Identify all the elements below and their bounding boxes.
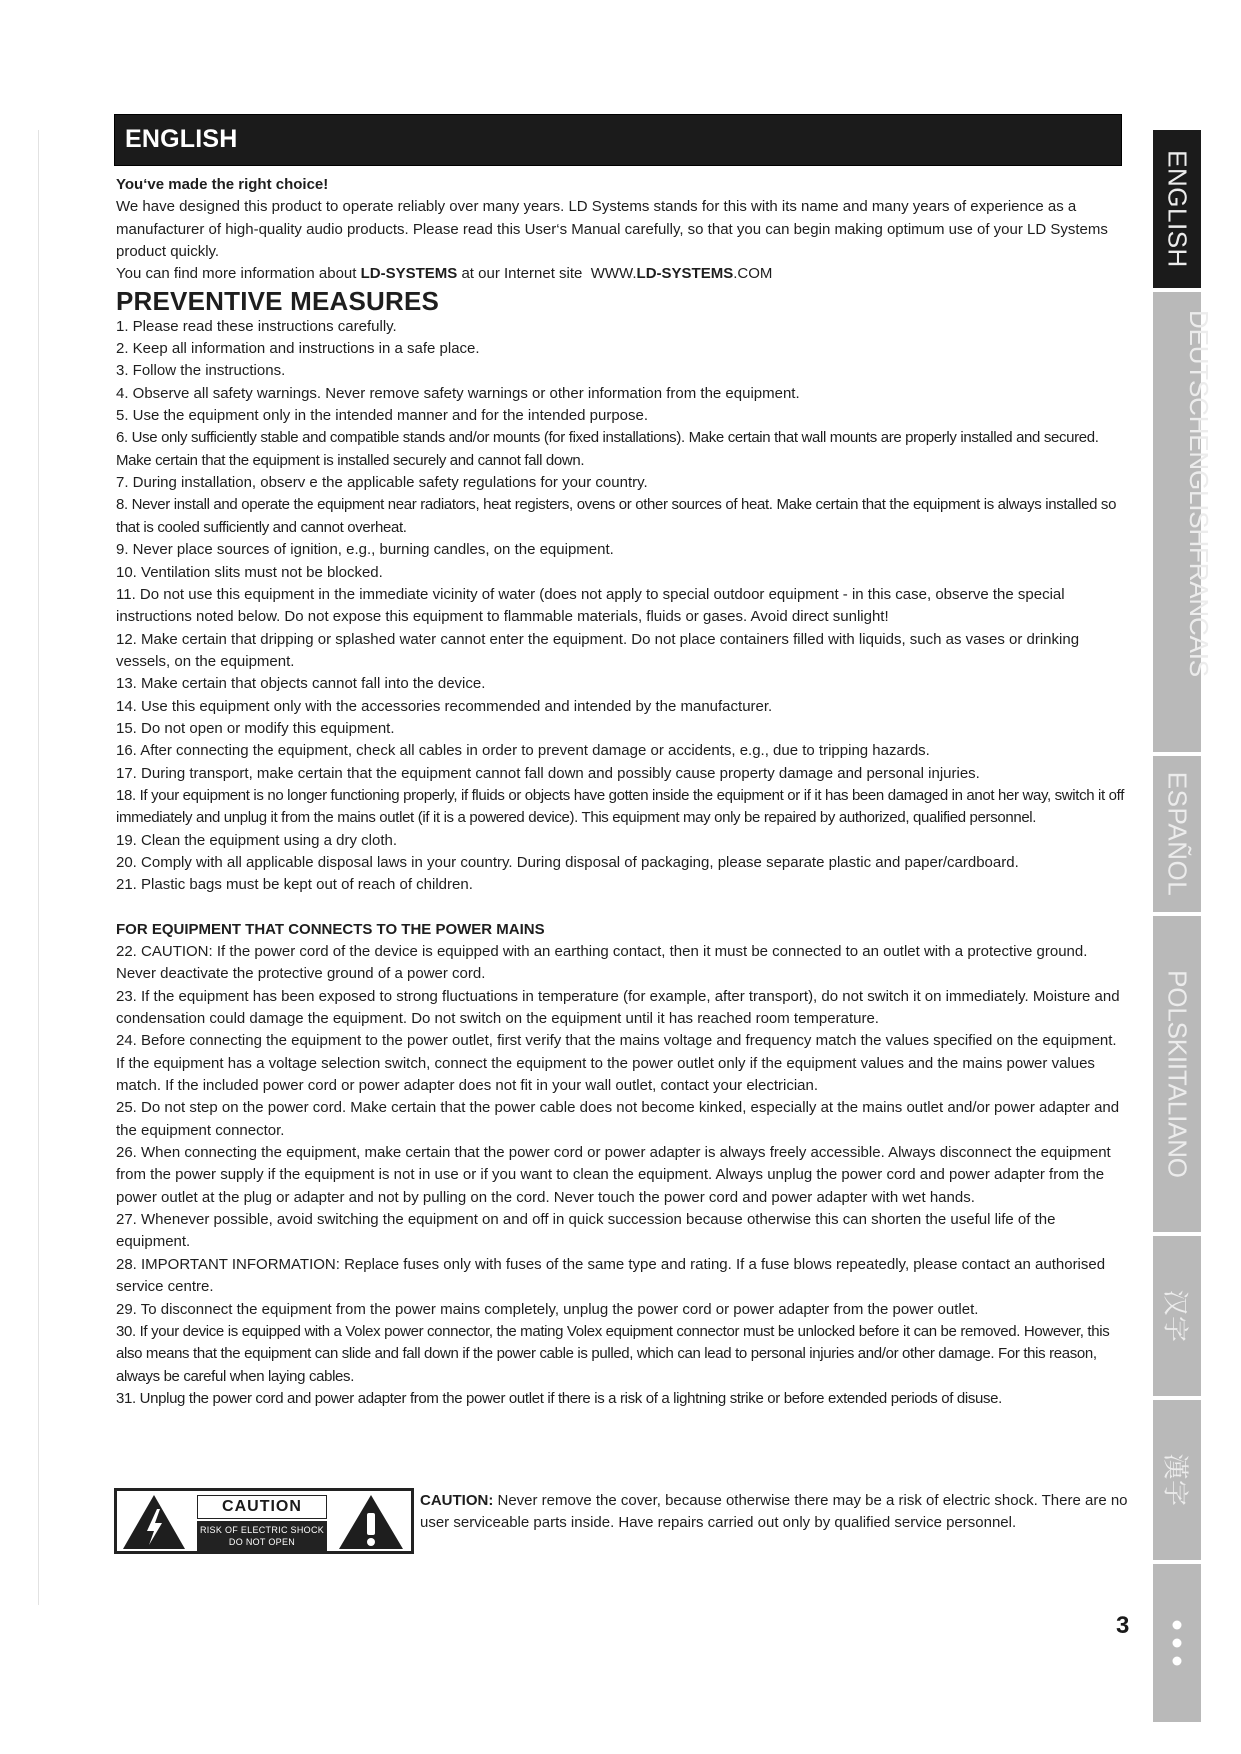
exclamation-bar-icon	[367, 1513, 375, 1535]
caution-label-subtitle	[197, 1521, 327, 1551]
caution-text: Never remove the cover, because otherwise there may be a risk of electric shock. There are no user serviceable parts inside. Have repairs carried out only by qualified service personnel.	[420, 1492, 1128, 1532]
list-item: 28. IMPORTANT INFORMATION: Replace fuses only with fuses of the same type and rating. If a fuse blows repeatedly, please contact an authorised service centre.	[116, 1255, 1106, 1296]
tab-label: 漢字	[1160, 1453, 1191, 1507]
tab-simplified-chinese[interactable]	[1153, 1236, 1201, 1396]
tab-label: 汉字	[1160, 1289, 1191, 1343]
tab-deutsch-english-francais[interactable]	[1153, 292, 1214, 752]
list-item: 25. Do not step on the power cord. Make certain that the power cable does not become kinked, especially at the mains outlet and/or power adapter and the equipment connector.	[116, 1099, 1120, 1139]
preventive-title: PREVENTIVE MEASURES	[116, 285, 440, 316]
list-item: 15. Do not open or modify this equipment.	[116, 719, 395, 737]
website-link[interactable]	[591, 265, 773, 282]
list-item: 13. Make certain that objects cannot fall into the device.	[116, 675, 486, 693]
list-item: 14. Use this equipment only with the accessories recommended and intended by the manufacturer.	[116, 697, 773, 715]
list-item: 8. Never install and operate the equipment near radiators, heat registers, ovens or other sources of heat. Make certain that the equipment is always installed so that is cooled sufficiently and cannot overheat.	[116, 496, 1117, 536]
list-item: 11. Do not use this equipment in the immediate vicinity of water (does not apply to special outdoor equipment - in this case, observe the special instructions noted below. Do not expose this equipment to flammable materials, fluids or gases. Avoid direct sunlight!	[116, 585, 1065, 626]
more-dots-icon	[1173, 1621, 1182, 1666]
tab-label: ENGLISH	[1162, 150, 1193, 268]
list-item: 22. CAUTION: If the power cord of the device is equipped with an earthing contact, then it must be connected to an outlet with a protective ground. Never deactivate the protective ground of a power cord.	[116, 943, 1088, 983]
tab-label: ESPAÑOL	[1162, 771, 1193, 897]
caution-block	[114, 1488, 1128, 1558]
tab-espanol[interactable]	[1153, 756, 1201, 912]
website-prefix: WWW.	[590, 265, 637, 283]
website-suffix: .COM	[733, 265, 773, 283]
tab-label: ITALIANO	[1162, 1062, 1193, 1178]
list-item: 26. When connecting the equipment, make certain that the power cord or power adapter is always freely accessible. Always disconnect the equipment from the power supply if the equipment is not in use or if you want to clean the equipment. Always unplug the power cord and power adapter from the power outlet at the plug or adapter and not by pulling on the cord. Never touch the power cord and power adapter with wet hands.	[116, 1144, 1111, 1206]
more-info-line	[116, 263, 1126, 285]
caution-heading: CAUTION:	[420, 1492, 494, 1509]
list-item: 1. Please read these instructions carefully.	[116, 317, 397, 335]
tab-traditional-chinese[interactable]	[1153, 1400, 1201, 1560]
list-item: 24. Before connecting the equipment to the power outlet, first verify that the mains voltage and frequency match the values specified on the equipment. If the equipment has a voltage selection switch, connect the equipment to the power outlet only if the equipment values and the mains power values match. If the included power cord or power adapter does not fit in your wall outlet, contact your electrician.	[116, 1032, 1117, 1095]
list-item: 9. Never place sources of ignition, e.g., burning candles, on the equipment.	[116, 541, 614, 559]
page-number: 3	[1116, 1612, 1130, 1639]
caution-label	[114, 1488, 414, 1554]
intro-paragraph: We have designed this product to operate reliably over many years. LD Systems stands for this with its name and many years of experience as a manufacturer of high-quality audio products. Please read this User‘s Manual carefully, so that you can begin making optimum use of your LD Systems product quickly.	[116, 198, 1108, 261]
list-item: 18. If your equipment is no longer functioning properly, if fluids or objects have gotten inside the equipment or if it has been damaged in anot her way, switch it off immediately and unplug it from the mains outlet (if it is a powered device). This equipment may only be repaired by authorized, qualified personnel.	[116, 786, 1125, 827]
list-item: 21. Plastic bags must be kept out of reach of children.	[116, 876, 473, 894]
list-item: 17. During transport, make certain that the equipment cannot fall down and possibly cause property damage and personal injuries.	[116, 764, 980, 782]
list-item: 7. During installation, observ e the applicable safety regulations for your country.	[116, 474, 648, 492]
caution-label-line1: RISK OF ELECTRIC SHOCK	[199, 1525, 325, 1535]
tab-label: DEUTSCH	[1184, 310, 1214, 435]
intro-heading: You‘ve made the right choice!	[116, 176, 329, 193]
tab-label: FRANCAIS	[1184, 547, 1214, 677]
tab-more[interactable]	[1153, 1564, 1201, 1722]
list-item: 19. Clean the equipment using a dry cloth.	[116, 831, 398, 849]
list-item: 3. Follow the instructions.	[116, 362, 286, 380]
tab-english[interactable]	[1153, 130, 1201, 288]
list-item: 29. To disconnect the equipment from the power mains completely, unplug the power cord or power adapter from the power outlet.	[116, 1300, 979, 1318]
list-item: 23. If the equipment has been exposed to strong fluctuations in temperature (for example, after transport), do not switch it on immediately. Moisture and condensation could damage the equipment. Do not switch on the equipment until it has reached room temperature.	[116, 987, 1120, 1028]
list-item: 10. Ventilation slits must not be blocked.	[116, 563, 383, 581]
tab-label: POLSKI	[1162, 970, 1193, 1063]
list-item: 12. Make certain that dripping or splashed water cannot enter the equipment. Do not place containers filled with liquids, such as vases or drinking vessels, on the equipment.	[116, 630, 1080, 670]
website-brand: LD-SYSTEMS	[636, 265, 734, 283]
list-item: 27. Whenever possible, avoid switching the equipment on and off in quick succession because otherwise this can shorten the useful life of the equipment.	[116, 1211, 1056, 1251]
manual-content	[116, 174, 1126, 1410]
tab-label-group	[1183, 310, 1214, 677]
list-item: 4. Observe all safety warnings. Never remove safety warnings or other information from the equipment.	[116, 384, 800, 402]
caution-label-line2: DO NOT OPEN	[228, 1537, 296, 1547]
tab-label-group	[1162, 970, 1193, 1178]
brand-name: LD-SYSTEMS	[360, 265, 458, 283]
more-info-prefix: You can find more information about	[116, 265, 357, 283]
more-info-middle: at our Internet site	[461, 265, 583, 283]
list-item: 31. Unplug the power cord and power adapter from the power outlet if there is a risk of a lightning strike or before extended periods of disuse.	[116, 1389, 1002, 1407]
margin-rule	[38, 130, 39, 1605]
tab-label: ENGLISH	[1184, 434, 1214, 548]
language-header-bar	[114, 114, 1122, 166]
mains-title: FOR EQUIPMENT THAT CONNECTS TO THE POWER MAINS	[116, 920, 545, 938]
list-item: 5. Use the equipment only in the intended manner and for the intended purpose.	[116, 407, 649, 425]
preventive-list	[116, 316, 1126, 897]
language-header-title: ENGLISH	[125, 125, 238, 153]
tab-polski-italiano[interactable]	[1153, 916, 1201, 1232]
caution-label-title: CAUTION	[197, 1495, 327, 1519]
mains-list	[116, 941, 1126, 1410]
list-item: 2. Keep all information and instructions in a safe place.	[116, 340, 480, 358]
list-item: 16. After connecting the equipment, check all cables in order to prevent damage or accidents, e.g., due to tripping hazards.	[116, 742, 930, 760]
exclamation-dot-icon	[367, 1538, 375, 1546]
list-item: 30. If your device is equipped with a Volex power connector, the mating Volex equipment connector must be unlocked before it can be removed. However, this also means that the equipment can slide and fall down if the power cable is pulled, which can lead to personal injuries and/or other damage. For this reason, always be careful when laying cables.	[116, 1322, 1110, 1385]
list-item: 20. Comply with all applicable disposal laws in your country. During disposal of packaging, please separate plastic and paper/cardboard.	[116, 853, 1019, 871]
caution-note	[420, 1490, 1140, 1535]
list-item: 6. Use only sufficiently stable and compatible stands and/or mounts (for fixed installations). Make certain that wall mounts are properly installed and secured. Make certain that the equipment is installed securely and cannot fall down.	[116, 429, 1099, 469]
